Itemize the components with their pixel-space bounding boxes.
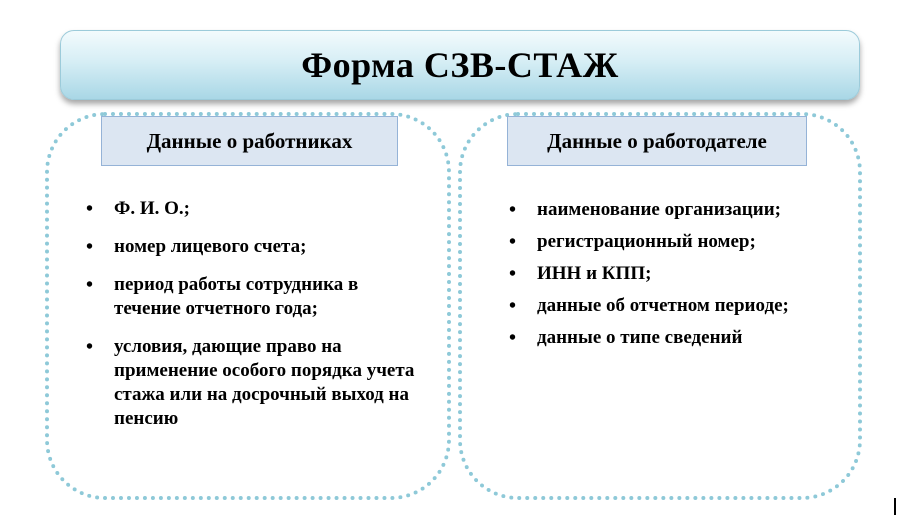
list-item: • данные о типе сведений xyxy=(509,326,839,350)
list-item: • условия, дающие право на применение особого порядка учета стажа или на досрочный выход на пенсию xyxy=(86,335,426,431)
list-item: • данные об отчетном периоде; xyxy=(509,294,839,318)
list-item: • ИНН и КПП; xyxy=(509,262,839,286)
list-item: • номер лицевого счета; xyxy=(86,235,426,259)
list-item: • Ф. И. О.; xyxy=(86,197,426,221)
employees-header: Данные о работниках xyxy=(101,116,398,166)
list-item: • период работы сотрудника в течение отчетного года; xyxy=(86,273,426,321)
title-banner xyxy=(60,30,860,100)
employer-list xyxy=(509,198,839,358)
employer-header: Данные о работодателе xyxy=(507,116,807,166)
page-title: Форма СЗВ-СТАЖ xyxy=(301,45,619,85)
text-cursor xyxy=(894,498,896,515)
employees-list xyxy=(86,197,426,445)
list-item: • наименование организации; xyxy=(509,198,839,222)
list-item: • регистрационный номер; xyxy=(509,230,839,254)
